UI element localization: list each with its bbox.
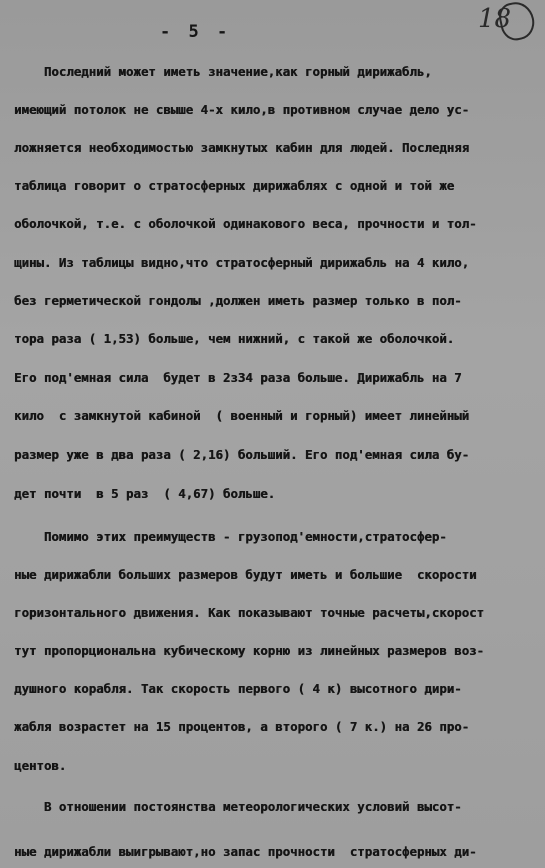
text-line: щины. Из таблицы видно,что стратосферный дирижабль на 4 кило,: [14, 255, 470, 270]
text-line: ложняется необходимостью замкнутых кабин для людей. Последняя: [14, 140, 470, 155]
text-line: тора раза ( 1,53) больше, чем нижний, с такой же оболочкой.: [14, 331, 455, 346]
text-line: дет почти в 5 раз ( 4,67) больше.: [14, 486, 276, 501]
handwritten-circle-mark: [496, 0, 537, 43]
text-line: без герметической гондолы ,должен иметь размер только в пол-: [14, 293, 462, 308]
text-line: имеющий потолок не свыше 4-х кило,в противном случае дело ус-: [14, 102, 470, 117]
text-line: Помимо этих преимуществ - грузопод'емности,стратосфер-: [14, 529, 447, 544]
text-line: Его под'емная сила будет в 2з34 раза больше. Дирижабль на 7: [14, 370, 462, 385]
text-line: кило с замкнутой кабиной ( военный и горный) имеет линейный: [14, 408, 470, 423]
page-number: - 5 -: [160, 22, 232, 42]
text-line: ные дирижабли больших размеров будут иметь и большие скорости: [14, 567, 477, 582]
text-line: душного корабля. Так скорость первого ( 4 к) высотного дири-: [14, 681, 462, 696]
text-line: жабля возрастет на 15 процентов, а второго ( 7 к.) на 26 про-: [14, 719, 470, 734]
text-line: размер уже в два раза ( 2,16) больший. Его под'емная сила бу-: [14, 447, 470, 462]
text-line: ные дирижабли выигрывают,но запас прочности стратосферных ди-: [14, 844, 477, 859]
handwritten-page-number: 18: [478, 4, 512, 34]
text-line: тут пропорциональна кубическому корню из линейных размеров воз-: [14, 643, 484, 658]
text-line: горизонтального движения. Как показывают точные расчеты,скорост: [14, 605, 484, 620]
text-line: В отношении постоянства метеорологических условий высот-: [14, 799, 462, 814]
text-line: центов.: [14, 758, 67, 773]
text-line: оболочкой, т.е. с оболочкой одинакового веса, прочности и тол-: [14, 216, 477, 231]
text-line: Последний может иметь значение,как горный дирижабль,: [14, 64, 432, 79]
text-line: таблица говорит о стратосферных дирижаблях с одной и той же: [14, 178, 455, 193]
